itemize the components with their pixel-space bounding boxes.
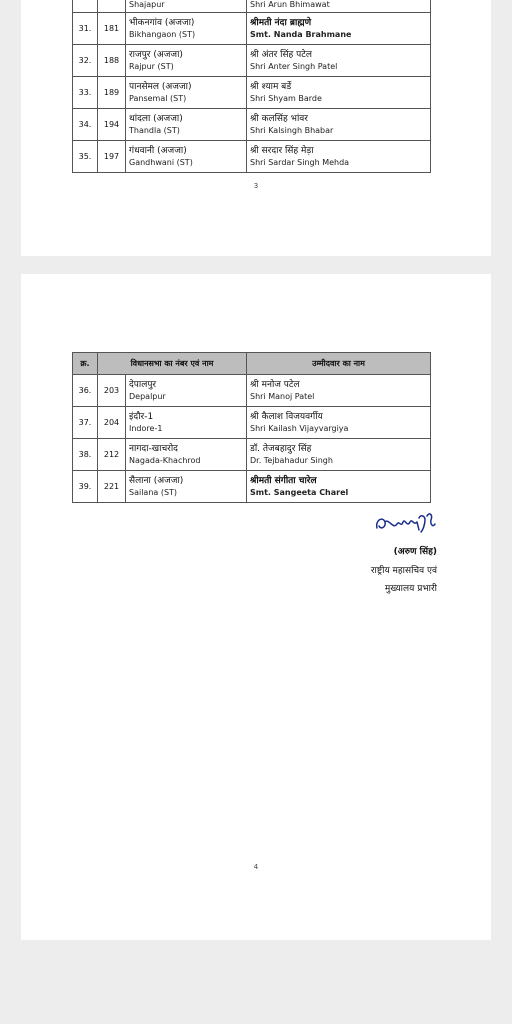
serial-number: 39.	[73, 471, 98, 503]
constituency-name-hindi: सैलाना (अजजा)	[129, 475, 184, 486]
serial-number: 38.	[73, 439, 98, 471]
candidate-table-page-3	[72, 0, 431, 173]
candidate-name-hindi: श्री कलसिंह भांवर	[250, 113, 308, 124]
serial-number	[73, 0, 98, 13]
constituency-name	[126, 471, 247, 503]
constituency-name-english: Bikhangaon (ST)	[129, 29, 196, 39]
candidate-name	[247, 45, 431, 77]
candidate-name-english: Shri Kalsingh Bhabar	[250, 125, 334, 135]
candidate-name-english: Dr. Tejbahadur Singh	[250, 455, 333, 465]
candidate-name-english: Smt. Nanda Brahmane	[250, 29, 352, 39]
candidate-name	[247, 141, 431, 173]
serial-number: 31.	[73, 13, 98, 45]
constituency-number	[98, 0, 126, 13]
constituency-number: 181	[98, 13, 126, 45]
constituency-name-hindi: नागदा-खाचरोद	[129, 443, 178, 454]
serial-number: 34.	[73, 109, 98, 141]
candidate-name-english: Shri Kailash Vijayvargiya	[250, 423, 349, 433]
candidate-name-hindi: श्री मनोज पटेल	[250, 379, 300, 390]
constituency-name-english: Depalpur	[129, 391, 166, 401]
serial-number: 35.	[73, 141, 98, 173]
document-page-4	[21, 274, 491, 940]
constituency-number: 189	[98, 77, 126, 109]
table-row	[73, 439, 431, 471]
constituency-name-english: Indore-1	[129, 423, 163, 433]
signatory-name: (अरुण सिंह)	[393, 547, 437, 557]
candidate-name-hindi: श्री कैलाश विजयवर्गीय	[250, 411, 323, 422]
serial-number: 32.	[73, 45, 98, 77]
constituency-name-hindi: भीकनगांव (अजजा)	[129, 17, 195, 28]
page-number: 4	[253, 863, 259, 871]
constituency-name	[126, 77, 247, 109]
constituency-name	[126, 45, 247, 77]
page-number: 3	[253, 182, 259, 190]
constituency-name-hindi: पानसेमल (अजजा)	[129, 81, 192, 92]
constituency-name-english: Shajapur	[129, 0, 165, 9]
candidate-name-english: Shri Arun Bhimawat	[250, 0, 330, 9]
serial-number: 37.	[73, 407, 98, 439]
table-row	[73, 375, 431, 407]
candidate-name	[247, 407, 431, 439]
constituency-name-english: Sailana (ST)	[129, 487, 178, 497]
signatory-designation-2: मुख्यालय प्रभारी	[384, 584, 437, 594]
constituency-name	[126, 141, 247, 173]
candidate-name	[247, 375, 431, 407]
table-row	[73, 45, 431, 77]
candidate-name-hindi: डॉ. तेजबहादुर सिंह	[250, 443, 312, 454]
constituency-name-hindi: देपालपुर	[129, 379, 157, 390]
candidate-name	[247, 13, 431, 45]
constituency-name-english: Thandla (ST)	[129, 125, 180, 135]
table-row	[73, 141, 431, 173]
candidate-name	[247, 439, 431, 471]
candidate-name	[247, 0, 431, 13]
table-row	[73, 0, 431, 13]
signatory-designation-1: राष्ट्रीय महासचिव एवं	[370, 566, 437, 576]
constituency-number: 188	[98, 45, 126, 77]
constituency-number: 197	[98, 141, 126, 173]
constituency-name	[126, 407, 247, 439]
serial-number: 33.	[73, 77, 98, 109]
table-row	[73, 471, 431, 503]
header-candidate: उम्मीदवार का नाम	[247, 353, 431, 375]
constituency-name-english: Rajpur (ST)	[129, 61, 174, 71]
candidate-name-english: Shri Manoj Patel	[250, 391, 315, 401]
table-row	[73, 109, 431, 141]
candidate-name	[247, 471, 431, 503]
constituency-name-hindi: राजपुर (अजजा)	[129, 49, 183, 60]
candidate-name	[247, 109, 431, 141]
constituency-number: 204	[98, 407, 126, 439]
constituency-name	[126, 13, 247, 45]
constituency-number: 212	[98, 439, 126, 471]
signature-image	[373, 510, 437, 540]
constituency-name-hindi: इंदौर-1	[129, 411, 154, 422]
candidate-table-page-4	[72, 352, 431, 503]
candidate-name-hindi: श्री सरदार सिंह मेड़ा	[250, 145, 314, 156]
constituency-name	[126, 109, 247, 141]
candidate-name-hindi: श्रीमती संगीता चारेल	[250, 475, 317, 486]
candidate-name-hindi: श्रीमती नंदा ब्राह्मणे	[250, 17, 312, 28]
constituency-number: 203	[98, 375, 126, 407]
candidate-name-hindi: श्री श्याम बर्डे	[250, 81, 292, 92]
constituency-name	[126, 0, 247, 13]
candidate-name-english: Shri Anter Singh Patel	[250, 61, 338, 71]
table-row	[73, 407, 431, 439]
candidate-name	[247, 77, 431, 109]
constituency-number: 221	[98, 471, 126, 503]
candidate-name-english: Shri Sardar Singh Mehda	[250, 157, 350, 167]
constituency-number: 194	[98, 109, 126, 141]
header-sno: क्र.	[73, 353, 98, 375]
constituency-name	[126, 375, 247, 407]
constituency-name-hindi: थांदला (अजजा)	[129, 113, 183, 124]
constituency-name-hindi: गंधवानी (अजजा)	[129, 145, 187, 156]
constituency-name	[126, 439, 247, 471]
constituency-name-english: Gandhwani (ST)	[129, 157, 193, 167]
table-row	[73, 13, 431, 45]
serial-number: 36.	[73, 375, 98, 407]
table-header-row	[73, 353, 431, 375]
document-page-3	[21, 0, 491, 256]
candidate-name-english: Smt. Sangeeta Charel	[250, 487, 349, 497]
constituency-name-english: Pansemal (ST)	[129, 93, 187, 103]
header-constituency: विधानसभा का नंबर एवं नाम	[98, 353, 247, 375]
constituency-name-english: Nagada-Khachrod	[129, 455, 201, 465]
table-row	[73, 77, 431, 109]
candidate-name-hindi: श्री अंतर सिंह पटेल	[250, 49, 312, 60]
candidate-name-english: Shri Shyam Barde	[250, 93, 322, 103]
